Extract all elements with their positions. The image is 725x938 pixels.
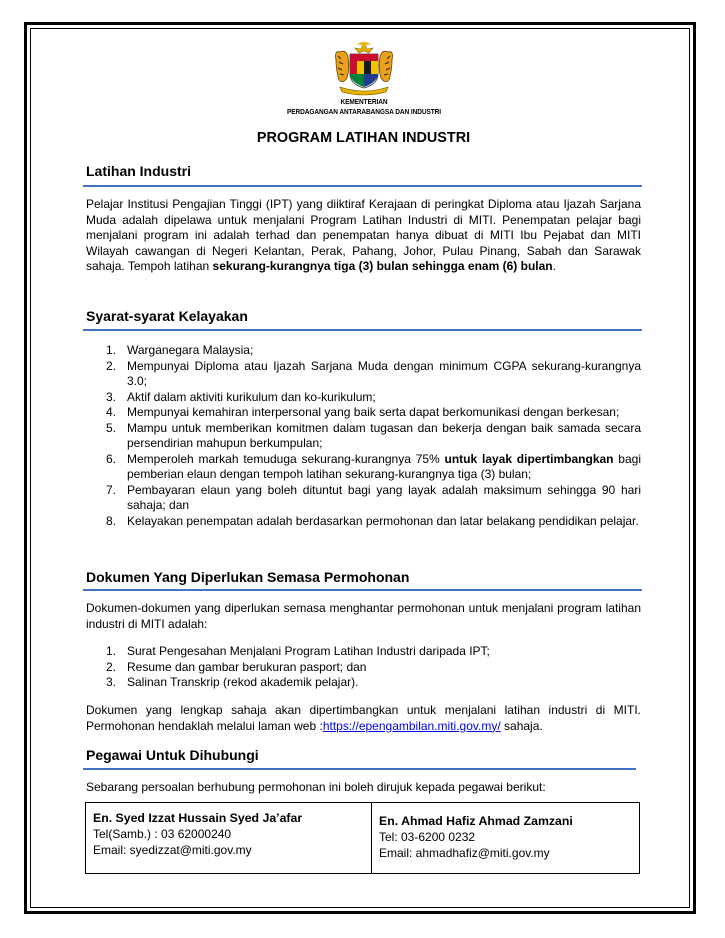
contact-email: Email: ahmadhafiz@miti.gov.my xyxy=(379,846,550,860)
item-number: 8. xyxy=(106,513,117,528)
list-item xyxy=(86,359,641,390)
item-number: 7. xyxy=(106,482,117,497)
list-item xyxy=(86,483,641,514)
item-text: Salinan Transkrip (rekod akademik pelajar). xyxy=(127,675,359,689)
section-rule xyxy=(83,329,642,331)
list-item xyxy=(86,514,641,530)
item-number: 1. xyxy=(106,343,117,357)
heading-syarat-kelayakan: Syarat-syarat Kelayakan xyxy=(86,308,248,324)
item-text: Memperoleh markah temuduga sekurang-kurangnya 75% xyxy=(127,451,445,466)
latihan-text-end: . xyxy=(552,259,556,273)
contact-cell xyxy=(372,803,639,873)
item-text: Pembayaran elaun yang boleh dituntut bagi yang layak adalah maksimum sehingga 90 hari sahaja; dan xyxy=(127,482,641,512)
ministry-name xyxy=(257,97,470,117)
item-number: 4. xyxy=(106,405,117,419)
section-rule xyxy=(83,768,636,770)
item-text: Warganegara Malaysia; xyxy=(127,343,254,357)
dokumen-closing-text: Dokumen yang lengkap sahaja akan dipertimbangkan untuk menjalani latihan industri di MITI. Permohonan hendaklah melalui laman web : xyxy=(86,703,641,733)
ministry-line-1: KEMENTERIAN xyxy=(340,97,388,106)
heading-latihan-industri: Latihan Industri xyxy=(86,163,191,179)
item-text: Mempunyai Diploma atau Ijazah Sarjana Muda dengan minimum CGPA sekurang-kurangnya 3.0; xyxy=(127,358,641,388)
coat-of-arms-emblem xyxy=(326,40,402,96)
document-title: PROGRAM LATIHAN INDUSTRI xyxy=(256,130,471,146)
dokumen-list xyxy=(86,644,641,691)
item-text: Aktif dalam aktiviti kurikulum dan ko-kurikulum; xyxy=(127,389,376,404)
latihan-duration-bold: sekurang-kurangnya tiga (3) bulan sehingga enam (6) bulan xyxy=(212,259,553,273)
dokumen-closing-end: sahaja. xyxy=(500,718,543,733)
item-number: 2. xyxy=(106,358,117,373)
latihan-industri-paragraph xyxy=(86,197,641,275)
ministry-line-2: PERDAGANGAN ANTARABANGSA DAN INDUSTRI xyxy=(286,107,442,116)
application-website-link[interactable]: https://epengambilan.miti.gov.my/ xyxy=(322,718,501,733)
section-rule xyxy=(83,589,642,591)
contact-table xyxy=(85,802,640,874)
contact-phone: Tel: 03-6200 0232 xyxy=(379,830,476,844)
contact-email: Email: syedizzat@miti.gov.my xyxy=(93,843,252,857)
pegawai-intro: Sebarang persoalan berhubung permohonan ini boleh dirujuk kepada pegawai berikut: xyxy=(86,780,546,794)
contact-cell xyxy=(86,803,372,873)
syarat-list xyxy=(86,343,641,529)
item-text: Mempunyai kemahiran interpersonal yang baik serta dapat berkomunikasi dengan berkesan; xyxy=(127,405,620,419)
item-text: Mampu untuk memberikan komitmen dalam tugasan dan bekerja dengan baik samada secara persendirian mahupun berkumpulan; xyxy=(127,420,641,450)
item-number: 3. xyxy=(106,389,117,404)
contact-phone: Tel(Samb.) : 03 62000240 xyxy=(93,827,232,841)
item-text: Resume dan gambar berukuran pasport; dan xyxy=(127,659,367,674)
list-item xyxy=(86,660,641,676)
list-item xyxy=(86,405,641,421)
list-item xyxy=(86,644,641,660)
heading-dokumen: Dokumen Yang Diperlukan Semasa Permohonan xyxy=(86,569,410,585)
item-text: Surat Pengesahan Menjalani Program Latihan Industri daripada IPT; xyxy=(127,644,490,658)
contact-name: En. Syed Izzat Hussain Syed Ja’afar xyxy=(93,811,303,825)
item-text-bold: untuk layak dipertimbangkan xyxy=(444,451,614,466)
item-number: 2. xyxy=(106,659,117,674)
item-text: Kelayakan penempatan adalah berdasarkan permohonan dan latar belakang pendidikan pelajar. xyxy=(127,513,639,528)
dokumen-closing xyxy=(86,703,641,734)
section-rule xyxy=(83,185,642,187)
contact-name: En. Ahmad Hafiz Ahmad Zamzani xyxy=(379,814,573,828)
item-text-end: bagi pemberian elaun dengan tempoh latihan sekurang-kurangnya tiga (3) bulan; xyxy=(127,451,641,481)
list-item xyxy=(86,452,641,483)
latihan-text: Pelajar Institusi Pengajian Tinggi (IPT) yang diiktiraf Kerajaan di peringkat Diploma atau Ijazah Sarjana Muda adalah dipelawa untuk menjalani Program Latihan Industri di MITI. Penempatan pelajar bagi menjalani program ini adalah terhad dan penempatan hanya dibuat di MITI Ibu Pejabat dan MITI Wilayah cawangan di Negeri Kelantan, Perak, Pahang, Johor, Pulau Pinang, Sabah dan Sarawak sahaja. Tempoh latihan xyxy=(86,197,641,273)
item-number: 1. xyxy=(106,644,117,658)
item-number: 3. xyxy=(106,675,117,689)
item-number: 6. xyxy=(106,451,117,466)
item-number: 5. xyxy=(106,420,117,435)
heading-pegawai: Pegawai Untuk Dihubungi xyxy=(86,747,259,763)
list-item xyxy=(86,390,641,406)
dokumen-intro: Dokumen-dokumen yang diperlukan semasa menghantar permohonan untuk menjalani program latihan industri di MITI adalah: xyxy=(86,601,641,631)
list-item xyxy=(86,675,641,691)
list-item xyxy=(86,343,641,359)
list-item xyxy=(86,421,641,452)
